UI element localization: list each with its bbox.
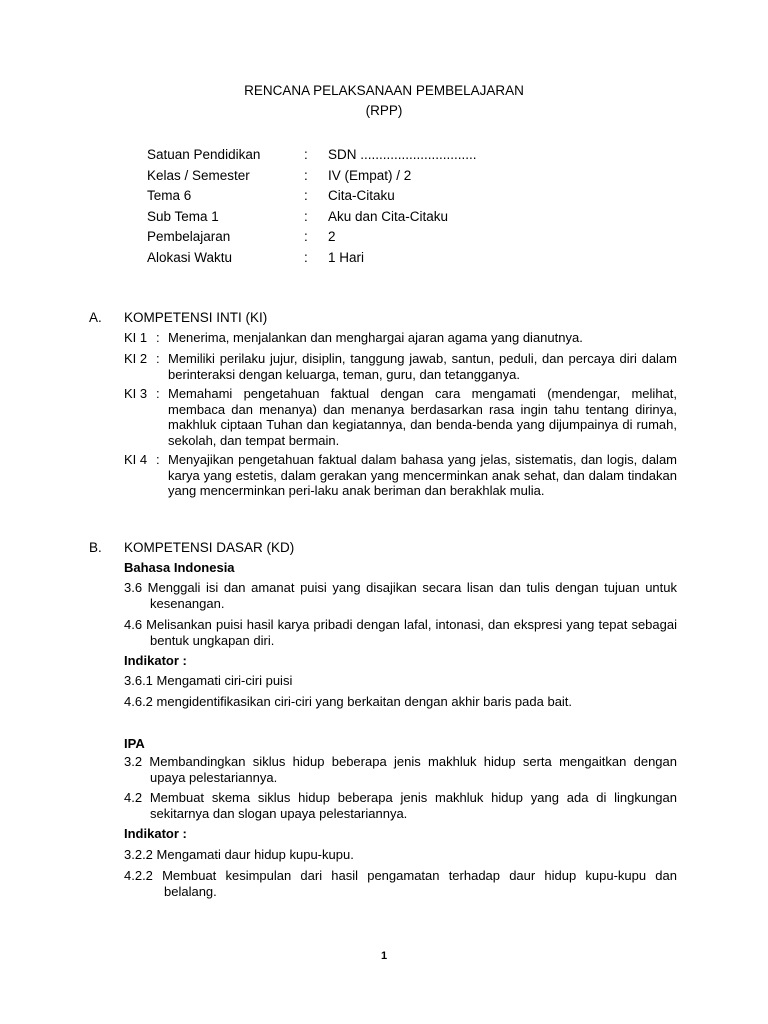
identity-value: SDN ............................... xyxy=(328,147,477,162)
ki-code: KI 3 xyxy=(124,386,148,401)
document-title: RENCANA PELAKSANAAN PEMBELAJARAN xyxy=(244,83,524,98)
ki-text: Memahami pengetahuan faktual dengan cara mengamati (mendengar, melihat, membaca dan menanya) dan menanya berdasarkan rasa ingin tahu tentang dirinya, makhluk ciptaan Tuhan dan kegiatannya, dan benda-benda yang dijumpainya di rumah, sekolah, dan tempat bermain. xyxy=(168,386,677,448)
ki-item xyxy=(124,351,677,382)
indikator-heading: Indikator : xyxy=(124,826,187,841)
identity-label: Alokasi Waktu xyxy=(147,249,233,265)
identity-colon: : xyxy=(304,229,308,244)
kd-item xyxy=(124,580,677,611)
indikator-item xyxy=(124,673,677,689)
kd-text: 3.6 Menggali isi dan amanat puisi yang disajikan secara lisan dan tulis dengan tujuan untuk kesenangan. xyxy=(124,580,677,611)
identity-label: Satuan Pendidikan xyxy=(147,147,261,162)
identity-colon: : xyxy=(304,147,308,162)
ki-item xyxy=(124,452,677,499)
indikator-heading: Indikator : xyxy=(124,653,187,668)
identity-table xyxy=(147,145,547,268)
subject-heading-bahasa: Bahasa Indonesia xyxy=(124,560,235,575)
indikator-item xyxy=(124,868,677,899)
identity-row-pembelajaran xyxy=(147,227,547,248)
section-title: KOMPETENSI INTI (KI) xyxy=(124,310,268,325)
identity-value: IV (Empat) / 2 xyxy=(328,167,412,183)
kd-text: 4.2 Membuat skema siklus hidup beberapa jenis makhluk hidup yang ada di lingkungan sekitarnya dan slogan upaya pelestariannya. xyxy=(124,790,677,821)
identity-label: Tema 6 xyxy=(147,188,192,203)
indikator-item xyxy=(124,847,677,863)
indikator-text: 3.6.1 Mengamati ciri-ciri puisi xyxy=(124,673,293,688)
identity-label: Sub Tema 1 xyxy=(147,208,219,224)
identity-colon: : xyxy=(304,208,308,224)
indikator-text: 3.2.2 Mengamati daur hidup kupu-kupu. xyxy=(124,847,354,862)
indikator-text: 4.6.2 mengidentifikasikan ciri-ciri yang berkaitan dengan akhir baris pada bait. xyxy=(124,694,573,709)
identity-row-satuan xyxy=(147,145,547,166)
subject-heading-ipa: IPA xyxy=(124,736,145,751)
section-letter: A. xyxy=(89,310,102,325)
document-subtitle: (RPP) xyxy=(365,103,403,118)
identity-value: 1 Hari xyxy=(328,249,365,265)
ki-text: Menyajikan pengetahuan faktual dalam bahasa yang jelas, sistematis, dan logis, dalam karya yang estetis, dalam gerakan yang mencerminkan anak sehat, dan dalam tindakan yang mencerminkan peri-laku anak beriman dan berakhlak mulia. xyxy=(168,452,677,498)
identity-row-alokasi xyxy=(147,248,547,269)
kd-item xyxy=(124,790,677,821)
page-number: 1 xyxy=(380,950,388,962)
kd-item xyxy=(124,617,677,648)
identity-value: Cita-Citaku xyxy=(328,188,395,203)
ki-code: KI 2 xyxy=(124,351,148,366)
ki-text: Menerima, menjalankan dan menghargai ajaran agama yang dianutnya. xyxy=(168,330,583,345)
ki-code: KI 1 xyxy=(124,330,148,345)
ki-colon: : xyxy=(156,452,160,467)
identity-value: 2 xyxy=(328,229,336,244)
kd-text: 3.2 Membandingkan siklus hidup beberapa jenis makhluk hidup serta mengaitkan dengan upaya pelestariannya. xyxy=(124,754,677,785)
ki-item xyxy=(124,330,677,346)
identity-colon: : xyxy=(304,188,308,203)
ki-colon: : xyxy=(156,351,160,366)
ki-item xyxy=(124,386,677,448)
ki-colon: : xyxy=(156,330,160,345)
identity-row-subtema xyxy=(147,207,547,228)
identity-label: Kelas / Semester xyxy=(147,167,250,183)
ki-code: KI 4 xyxy=(124,452,148,467)
kd-item xyxy=(124,754,677,785)
section-letter: B. xyxy=(89,540,102,555)
identity-row-tema xyxy=(147,186,547,207)
ki-text: Memiliki perilaku jujur, disiplin, tanggung jawab, santun, peduli, dan percaya diri dalam berinteraksi dengan keluarga, teman, guru, dan tetangganya. xyxy=(168,351,677,382)
ki-colon: : xyxy=(156,386,160,401)
identity-colon: : xyxy=(304,167,308,183)
identity-label: Pembelajaran xyxy=(147,229,231,244)
indikator-text: 4.2.2 Membuat kesimpulan dari hasil pengamatan terhadap daur hidup kupu-kupu dan belalang. xyxy=(124,868,677,899)
kd-text: 4.6 Melisankan puisi hasil karya pribadi dengan lafal, intonasi, dan ekspresi yang tepat sebagai bentuk ungkapan diri. xyxy=(124,617,677,648)
identity-colon: : xyxy=(304,249,308,265)
identity-row-kelas xyxy=(147,166,547,187)
section-title: KOMPETENSI DASAR (KD) xyxy=(124,540,295,555)
indikator-item xyxy=(124,694,677,710)
identity-value: Aku dan Cita-Citaku xyxy=(328,208,449,224)
